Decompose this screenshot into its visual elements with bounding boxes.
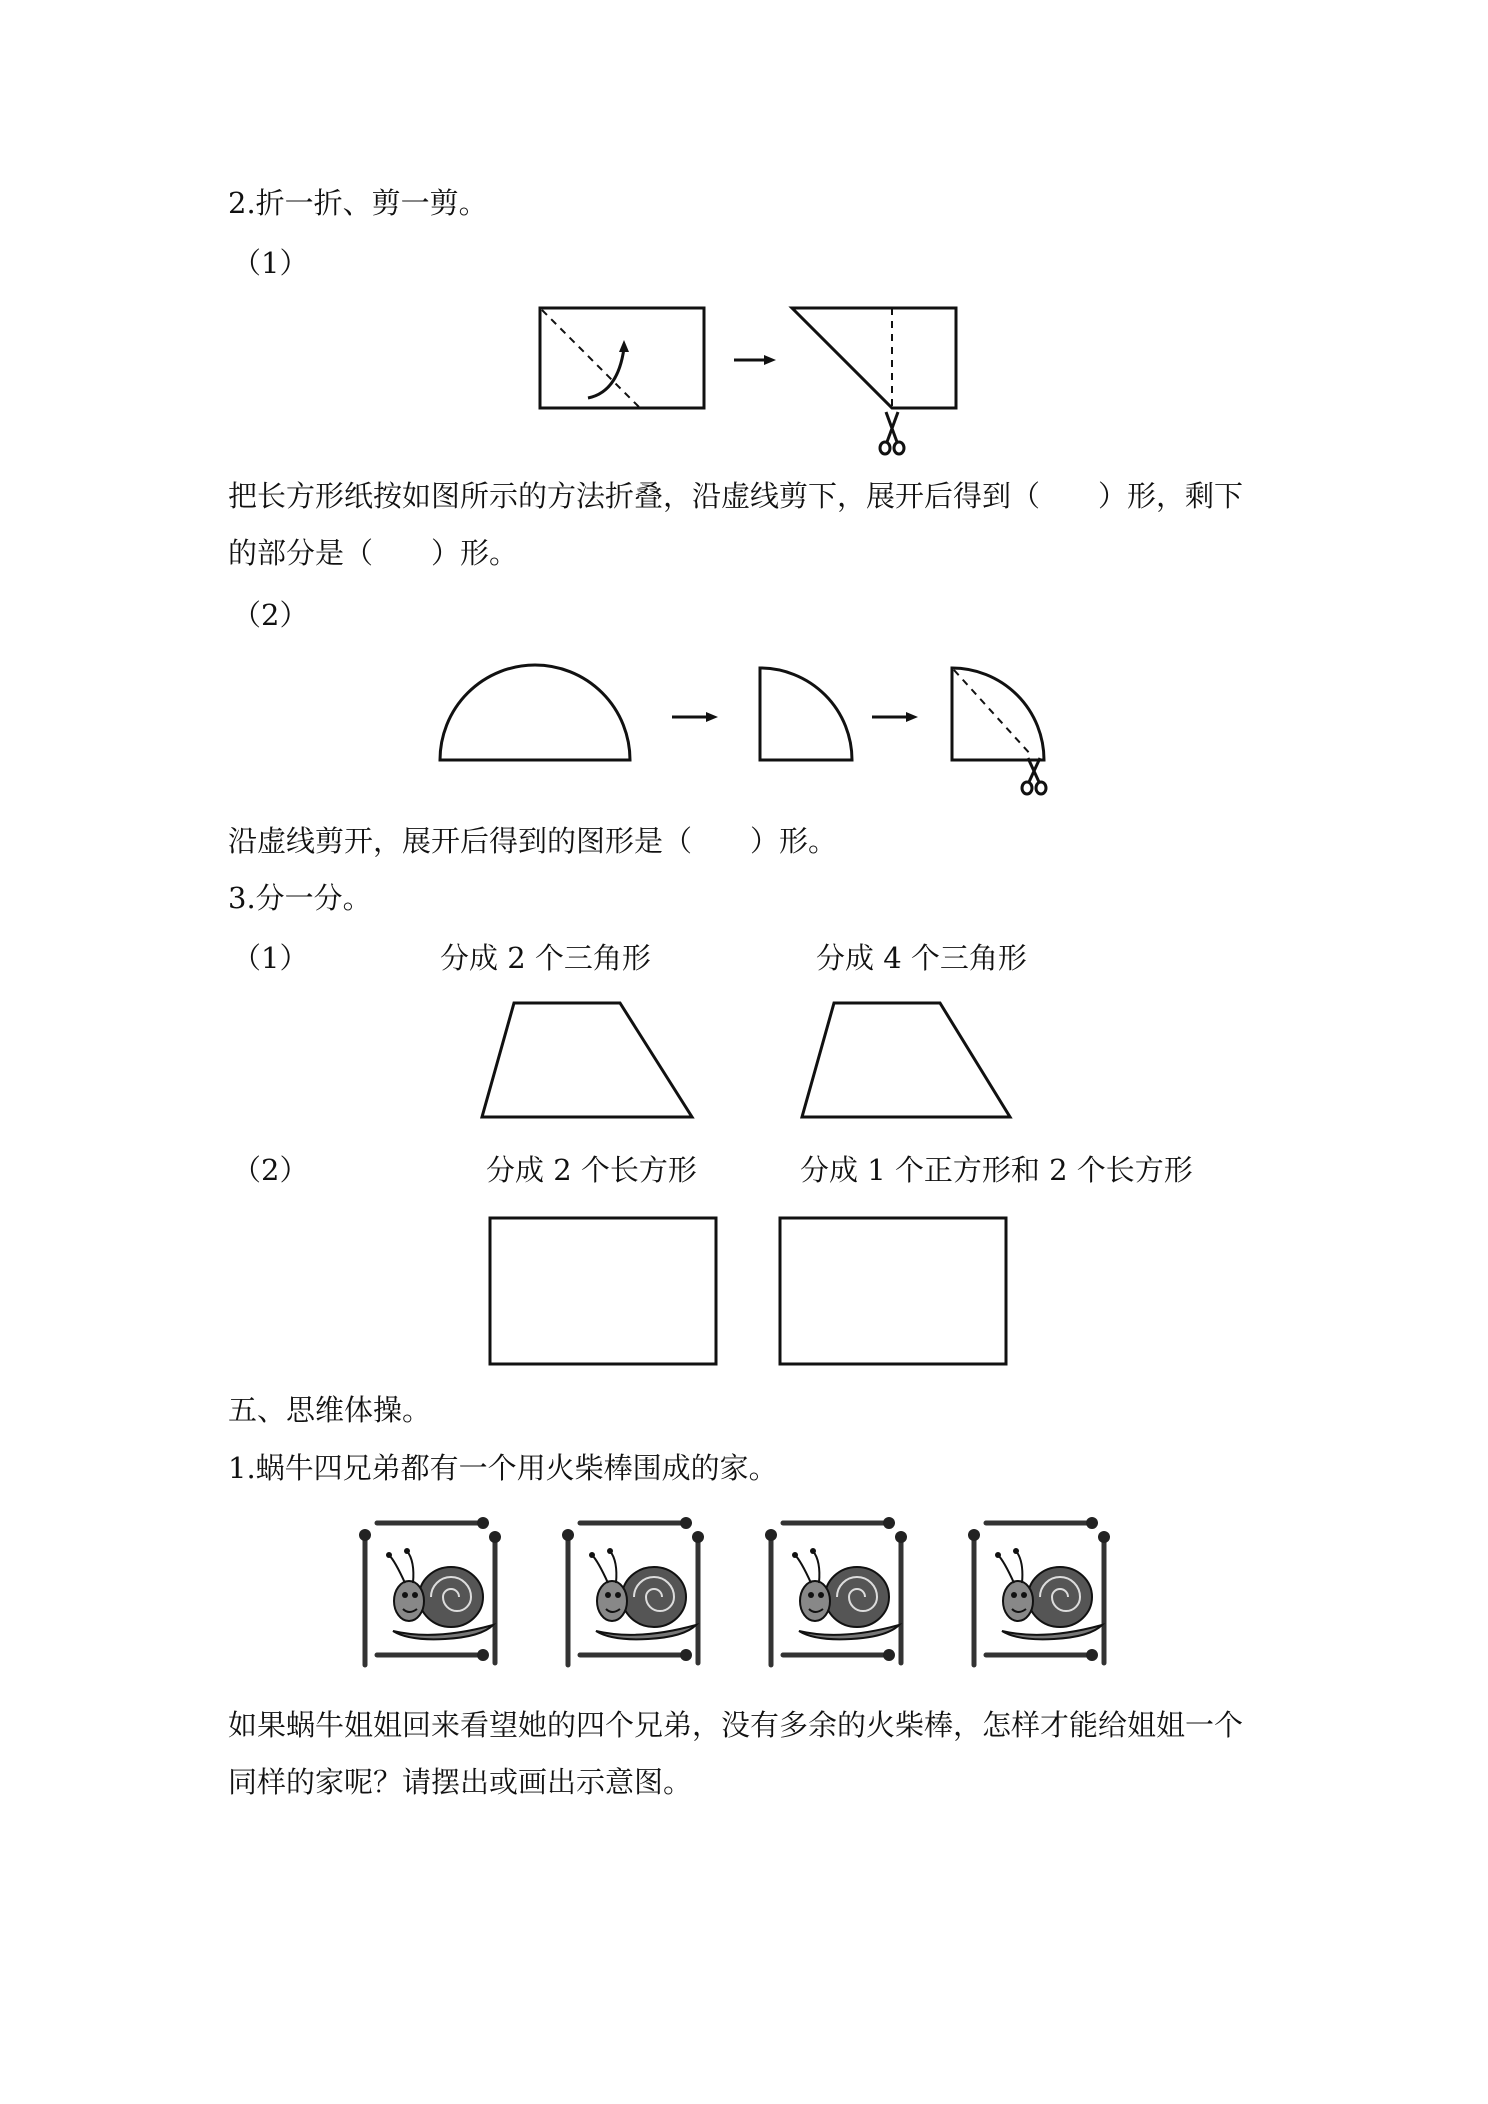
scissors-icon bbox=[880, 412, 904, 454]
q3-part1-caption-left: 分成 2 个三角形 bbox=[440, 941, 651, 975]
rectangle-left bbox=[490, 1218, 716, 1364]
snail-houses-row bbox=[355, 1515, 1145, 1675]
snail-icon bbox=[995, 1548, 1102, 1639]
matchstick-icon bbox=[1098, 1531, 1110, 1663]
semicircle-shape bbox=[440, 665, 630, 760]
matchstick-icon bbox=[359, 1529, 371, 1665]
snail-house bbox=[359, 1517, 501, 1665]
matchstick-icon bbox=[986, 1517, 1098, 1529]
section5-q1-text-line2: 同样的家呢？请摆出或画出示意图。 bbox=[228, 1765, 693, 1799]
matchstick-icon bbox=[968, 1529, 980, 1665]
fold-dashed-line bbox=[542, 310, 640, 408]
q2-heading: 2.折一折、剪一剪。 bbox=[228, 186, 488, 220]
matchstick-icon bbox=[377, 1649, 489, 1661]
q3-part2-caption-right: 分成 1 个正方形和 2 个长方形 bbox=[800, 1153, 1193, 1187]
matchstick-icon bbox=[580, 1517, 692, 1529]
q3-part1-label: （1） bbox=[232, 941, 309, 975]
matchstick-icon bbox=[562, 1529, 574, 1665]
scissors-icon bbox=[1022, 758, 1046, 794]
matchstick-icon bbox=[580, 1649, 692, 1661]
matchstick-icon bbox=[783, 1649, 895, 1661]
snail-icon bbox=[792, 1548, 899, 1639]
matchstick-icon bbox=[895, 1531, 907, 1663]
q2-part1-label: （1） bbox=[232, 246, 309, 280]
cut-dashed-line bbox=[954, 670, 1032, 756]
snail-house bbox=[562, 1517, 704, 1665]
section5-q1-heading: 1.蜗牛四兄弟都有一个用火柴棒围成的家。 bbox=[228, 1451, 778, 1485]
section5-q1-text-line1: 如果蜗牛姐姐回来看望她的四个兄弟，没有多余的火柴棒，怎样才能给姐姐一个 bbox=[228, 1708, 1244, 1742]
q2-part1-text-line1: 把长方形纸按如图所示的方法折叠，沿虚线剪下，展开后得到（ ）形，剩下 bbox=[228, 479, 1244, 513]
q2-part1-text-line2: 的部分是（ ）形。 bbox=[228, 536, 519, 570]
matchstick-icon bbox=[692, 1531, 704, 1663]
matchstick-icon bbox=[765, 1529, 777, 1665]
q3-heading: 3.分一分。 bbox=[228, 881, 372, 915]
trapezoid-left bbox=[482, 1003, 692, 1117]
q3-part2-caption-left: 分成 2 个长方形 bbox=[486, 1153, 697, 1187]
matchstick-icon bbox=[783, 1517, 895, 1529]
snail-icon bbox=[589, 1548, 696, 1639]
fold-arrow-icon bbox=[588, 348, 624, 398]
matchstick-icon bbox=[986, 1649, 1098, 1661]
snail-house bbox=[968, 1517, 1110, 1665]
fold-rectangle-figure bbox=[530, 300, 1000, 460]
q3-part1-caption-right: 分成 4 个三角形 bbox=[816, 941, 1027, 975]
rectangle-right bbox=[780, 1218, 1006, 1364]
arrow-right-icon bbox=[872, 712, 918, 722]
rectangle-figures bbox=[480, 1210, 1020, 1370]
arrow-right-icon bbox=[734, 355, 776, 365]
folded-shape bbox=[792, 308, 956, 408]
q3-part2-label: （2） bbox=[232, 1153, 309, 1187]
section5-heading: 五、思维体操。 bbox=[228, 1393, 432, 1427]
trapezoid-right bbox=[802, 1003, 1010, 1117]
snail-icon bbox=[386, 1548, 493, 1639]
quarter-circle-shape bbox=[760, 668, 852, 760]
snail-house bbox=[765, 1517, 907, 1665]
arrow-right-icon bbox=[672, 712, 718, 722]
matchstick-icon bbox=[489, 1531, 501, 1663]
fold-semicircle-figure bbox=[430, 660, 1070, 800]
matchstick-icon bbox=[377, 1517, 489, 1529]
q2-part2-label: （2） bbox=[232, 598, 309, 632]
trapezoid-figures bbox=[470, 995, 1030, 1125]
q2-part2-text: 沿虚线剪开，展开后得到的图形是（ ）形。 bbox=[228, 824, 838, 858]
